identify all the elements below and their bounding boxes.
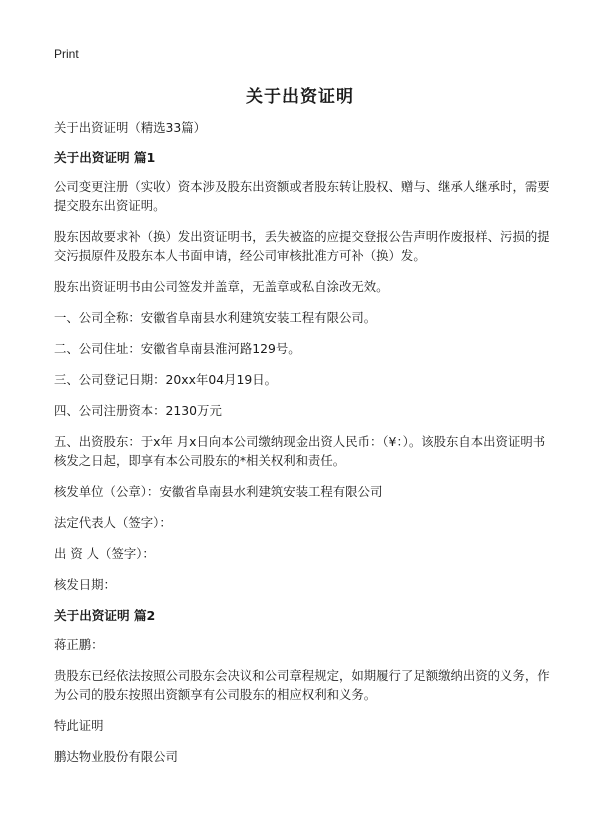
paragraph: 公司变更注册（实收）资本涉及股东出资额或者股东转让股权、赠与、继承人继承时，需要提交股东出资证明。: [54, 179, 550, 213]
paragraph: 特此证明: [54, 718, 104, 733]
paragraph: 蒋正鹏：: [54, 637, 104, 652]
paragraph: 五、出资股东：于x年 月x日向本公司缴纳现金出资人民币：（¥：）。该股东自本出资证明书核发之日起，即享有本公司股东的*相关权利和责任。: [54, 434, 546, 468]
document-title: 关于出资证明: [246, 87, 354, 107]
paragraph: 法定代表人（签字）：: [54, 515, 172, 530]
paragraph: 出 资 人（签字）：: [54, 546, 155, 561]
paragraph: 核发单位（公章）：安徽省阜南县水利建筑安装工程有限公司: [54, 484, 383, 499]
document-body: [54, 118, 554, 778]
paragraph: 核发日期：: [54, 577, 116, 592]
document-subtitle: 关于出资证明（精选33篇）: [54, 120, 207, 135]
print-label: Print: [54, 47, 79, 61]
section-heading-1: 关于出资证明 篇1: [54, 150, 156, 165]
paragraph: 一、公司全称：安徽省阜南县水利建筑安装工程有限公司。: [54, 310, 377, 325]
section-heading-2: 关于出资证明 篇2: [54, 608, 156, 623]
paragraph: 鹏达物业股份有限公司: [54, 749, 178, 764]
paragraph: 股东因故要求补（换）发出资证明书，丢失被盗的应提交登报公告声明作废报样、污损的提交污损原件及股东本人书面申请，经公司审核批准方可补（换）发。: [54, 229, 550, 263]
paragraph: 三、公司登记日期：20xx年04月19日。: [54, 372, 278, 387]
paragraph: 二、公司住址：安徽省阜南县淮河路129号。: [54, 341, 301, 356]
paragraph: 贵股东已经依法按照公司股东会决议和公司章程规定，如期履行了足额缴纳出资的义务，作为公司的股东按照出资额享有公司股东的相应权利和义务。: [54, 668, 550, 702]
paragraph: 股东出资证明书由公司签发并盖章，无盖章或私自涂改无效。: [54, 279, 389, 294]
paragraph: 四、公司注册资本：2130万元: [54, 403, 222, 418]
